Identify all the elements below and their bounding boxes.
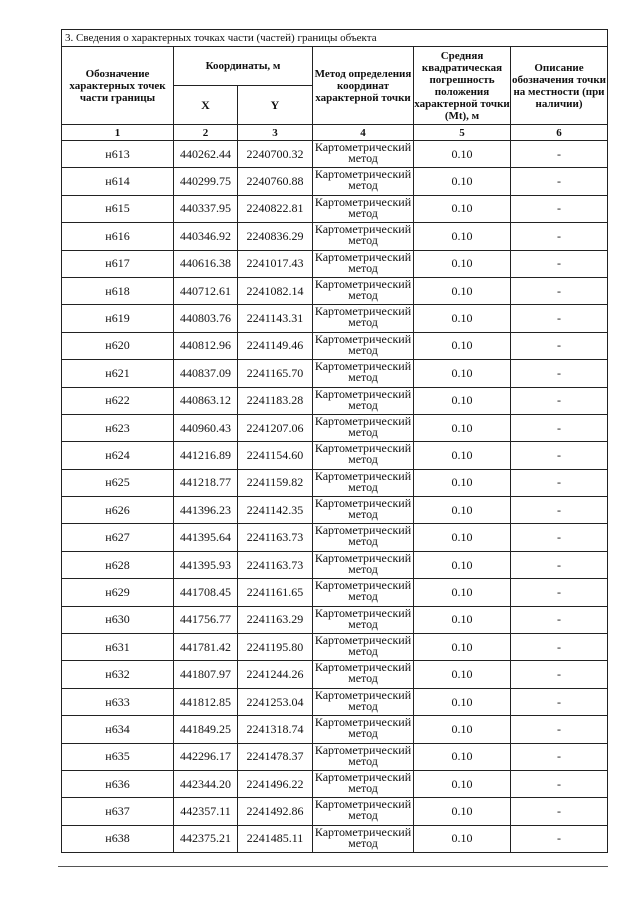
column-number: 6	[511, 125, 608, 141]
y-coordinate-cell: 2241163.29	[238, 606, 313, 633]
point-id-cell: н631	[62, 634, 174, 661]
y-coordinate-cell: 2240836.29	[238, 223, 313, 250]
error-cell: 0.10	[414, 661, 511, 688]
x-coordinate-cell: 441395.64	[174, 524, 238, 551]
document-sheet	[61, 29, 607, 853]
method-cell: Картометрический метод	[313, 743, 414, 770]
error-cell: 0.10	[414, 497, 511, 524]
description-cell: -	[511, 414, 608, 441]
point-id-cell: н635	[62, 743, 174, 770]
table-row	[62, 716, 608, 743]
point-id-cell: н622	[62, 387, 174, 414]
point-id-cell: н621	[62, 360, 174, 387]
error-cell: 0.10	[414, 770, 511, 797]
point-id-cell: н636	[62, 770, 174, 797]
table-row	[62, 414, 608, 441]
y-coordinate-cell: 2241318.74	[238, 716, 313, 743]
method-cell: Картометрический метод	[313, 414, 414, 441]
x-coordinate-cell: 440960.43	[174, 414, 238, 441]
x-coordinate-cell: 441849.25	[174, 716, 238, 743]
y-coordinate-cell: 2241163.73	[238, 524, 313, 551]
table-row	[62, 606, 608, 633]
y-coordinate-cell: 2241149.46	[238, 332, 313, 359]
y-coordinate-cell: 2241161.65	[238, 579, 313, 606]
description-cell: -	[511, 332, 608, 359]
description-cell: -	[511, 634, 608, 661]
y-coordinate-cell: 2241183.28	[238, 387, 313, 414]
description-cell: -	[511, 360, 608, 387]
table-row	[62, 551, 608, 578]
point-id-cell: н625	[62, 469, 174, 496]
point-id-cell: н627	[62, 524, 174, 551]
y-coordinate-cell: 2241492.86	[238, 798, 313, 825]
error-cell: 0.10	[414, 305, 511, 332]
y-coordinate-cell: 2241478.37	[238, 743, 313, 770]
method-cell: Картометрический метод	[313, 168, 414, 195]
error-cell: 0.10	[414, 551, 511, 578]
error-cell: 0.10	[414, 277, 511, 304]
method-cell: Картометрический метод	[313, 305, 414, 332]
method-cell: Картометрический метод	[313, 360, 414, 387]
y-coordinate-cell: 2240760.88	[238, 168, 313, 195]
description-cell: -	[511, 223, 608, 250]
error-cell: 0.10	[414, 387, 511, 414]
header-y: Y	[238, 86, 313, 125]
section-title: 3. Сведения о характерных точках части (частей) границы объекта	[62, 30, 608, 47]
table-row	[62, 223, 608, 250]
table-row	[62, 360, 608, 387]
method-cell: Картометрический метод	[313, 442, 414, 469]
method-cell: Картометрический метод	[313, 798, 414, 825]
x-coordinate-cell: 440863.12	[174, 387, 238, 414]
x-coordinate-cell: 440712.61	[174, 277, 238, 304]
method-cell: Картометрический метод	[313, 551, 414, 578]
error-cell: 0.10	[414, 716, 511, 743]
y-coordinate-cell: 2241485.11	[238, 825, 313, 852]
column-number: 3	[238, 125, 313, 141]
x-coordinate-cell: 441218.77	[174, 469, 238, 496]
description-cell: -	[511, 497, 608, 524]
point-id-cell: н623	[62, 414, 174, 441]
method-cell: Картометрический метод	[313, 497, 414, 524]
error-cell: 0.10	[414, 141, 511, 168]
header-designation: Обозначение характерных точек части границы	[62, 47, 174, 125]
point-id-cell: н638	[62, 825, 174, 852]
error-cell: 0.10	[414, 442, 511, 469]
error-cell: 0.10	[414, 798, 511, 825]
table-row	[62, 743, 608, 770]
description-cell: -	[511, 141, 608, 168]
x-coordinate-cell: 441395.93	[174, 551, 238, 578]
description-cell: -	[511, 716, 608, 743]
column-number: 4	[313, 125, 414, 141]
description-cell: -	[511, 524, 608, 551]
method-cell: Картометрический метод	[313, 661, 414, 688]
description-cell: -	[511, 168, 608, 195]
point-id-cell: н626	[62, 497, 174, 524]
x-coordinate-cell: 440812.96	[174, 332, 238, 359]
x-coordinate-cell: 440262.44	[174, 141, 238, 168]
error-cell: 0.10	[414, 168, 511, 195]
column-number: 2	[174, 125, 238, 141]
error-cell: 0.10	[414, 414, 511, 441]
table-row	[62, 168, 608, 195]
description-cell: -	[511, 798, 608, 825]
x-coordinate-cell: 440803.76	[174, 305, 238, 332]
table-row	[62, 688, 608, 715]
column-number: 5	[414, 125, 511, 141]
y-coordinate-cell: 2241082.14	[238, 277, 313, 304]
table-row	[62, 770, 608, 797]
header-error: Средняя квадратическая погрешность положения характерной точки (Mt), м	[414, 47, 511, 125]
method-cell: Картометрический метод	[313, 250, 414, 277]
header-description: Описание обозначения точки на местности (при наличии)	[511, 47, 608, 125]
description-cell: -	[511, 277, 608, 304]
description-cell: -	[511, 606, 608, 633]
table-row	[62, 277, 608, 304]
y-coordinate-cell: 2241165.70	[238, 360, 313, 387]
error-cell: 0.10	[414, 524, 511, 551]
description-cell: -	[511, 250, 608, 277]
boundary-points-table	[61, 29, 608, 853]
point-id-cell: н615	[62, 195, 174, 222]
method-cell: Картометрический метод	[313, 223, 414, 250]
method-cell: Картометрический метод	[313, 387, 414, 414]
method-cell: Картометрический метод	[313, 716, 414, 743]
x-coordinate-cell: 441781.42	[174, 634, 238, 661]
x-coordinate-cell: 442296.17	[174, 743, 238, 770]
method-cell: Картометрический метод	[313, 606, 414, 633]
error-cell: 0.10	[414, 825, 511, 852]
description-cell: -	[511, 551, 608, 578]
method-cell: Картометрический метод	[313, 825, 414, 852]
point-id-cell: н637	[62, 798, 174, 825]
x-coordinate-cell: 441396.23	[174, 497, 238, 524]
table-row	[62, 195, 608, 222]
point-id-cell: н633	[62, 688, 174, 715]
description-cell: -	[511, 442, 608, 469]
description-cell: -	[511, 579, 608, 606]
x-coordinate-cell: 442344.20	[174, 770, 238, 797]
error-cell: 0.10	[414, 360, 511, 387]
error-cell: 0.10	[414, 332, 511, 359]
x-coordinate-cell: 442375.21	[174, 825, 238, 852]
table-row	[62, 387, 608, 414]
table-row	[62, 634, 608, 661]
x-coordinate-cell: 440337.95	[174, 195, 238, 222]
header-method: Метод определения координат характерной точки	[313, 47, 414, 125]
table-row	[62, 469, 608, 496]
point-id-cell: н620	[62, 332, 174, 359]
method-cell: Картометрический метод	[313, 634, 414, 661]
error-cell: 0.10	[414, 195, 511, 222]
y-coordinate-cell: 2241253.04	[238, 688, 313, 715]
point-id-cell: н632	[62, 661, 174, 688]
description-cell: -	[511, 770, 608, 797]
x-coordinate-cell: 440346.92	[174, 223, 238, 250]
method-cell: Картометрический метод	[313, 332, 414, 359]
y-coordinate-cell: 2241142.35	[238, 497, 313, 524]
table-row	[62, 825, 608, 852]
header-x: X	[174, 86, 238, 125]
point-id-cell: н613	[62, 141, 174, 168]
method-cell: Картометрический метод	[313, 277, 414, 304]
table-row	[62, 250, 608, 277]
x-coordinate-cell: 440299.75	[174, 168, 238, 195]
y-coordinate-cell: 2241159.82	[238, 469, 313, 496]
description-cell: -	[511, 195, 608, 222]
description-cell: -	[511, 387, 608, 414]
method-cell: Картометрический метод	[313, 770, 414, 797]
error-cell: 0.10	[414, 223, 511, 250]
table-row	[62, 798, 608, 825]
y-coordinate-cell: 2241163.73	[238, 551, 313, 578]
page-bottom-rule	[58, 866, 608, 867]
method-cell: Картометрический метод	[313, 688, 414, 715]
method-cell: Картометрический метод	[313, 579, 414, 606]
x-coordinate-cell: 440616.38	[174, 250, 238, 277]
x-coordinate-cell: 441216.89	[174, 442, 238, 469]
description-cell: -	[511, 743, 608, 770]
table-row	[62, 141, 608, 168]
error-cell: 0.10	[414, 606, 511, 633]
table-row	[62, 442, 608, 469]
y-coordinate-cell: 2241207.06	[238, 414, 313, 441]
x-coordinate-cell: 440837.09	[174, 360, 238, 387]
point-id-cell: н628	[62, 551, 174, 578]
column-number: 1	[62, 125, 174, 141]
x-coordinate-cell: 441807.97	[174, 661, 238, 688]
point-id-cell: н619	[62, 305, 174, 332]
method-cell: Картометрический метод	[313, 469, 414, 496]
point-id-cell: н624	[62, 442, 174, 469]
y-coordinate-cell: 2241017.43	[238, 250, 313, 277]
description-cell: -	[511, 469, 608, 496]
header-coordinates: Координаты, м	[174, 47, 313, 86]
point-id-cell: н617	[62, 250, 174, 277]
x-coordinate-cell: 441756.77	[174, 606, 238, 633]
x-coordinate-cell: 442357.11	[174, 798, 238, 825]
table-row	[62, 497, 608, 524]
x-coordinate-cell: 441812.85	[174, 688, 238, 715]
method-cell: Картометрический метод	[313, 141, 414, 168]
description-cell: -	[511, 305, 608, 332]
error-cell: 0.10	[414, 469, 511, 496]
y-coordinate-cell: 2241244.26	[238, 661, 313, 688]
method-cell: Картометрический метод	[313, 524, 414, 551]
y-coordinate-cell: 2240822.81	[238, 195, 313, 222]
description-cell: -	[511, 661, 608, 688]
point-id-cell: н618	[62, 277, 174, 304]
y-coordinate-cell: 2241195.80	[238, 634, 313, 661]
error-cell: 0.10	[414, 579, 511, 606]
error-cell: 0.10	[414, 743, 511, 770]
error-cell: 0.10	[414, 634, 511, 661]
table-row	[62, 661, 608, 688]
method-cell: Картометрический метод	[313, 195, 414, 222]
error-cell: 0.10	[414, 250, 511, 277]
y-coordinate-cell: 2241143.31	[238, 305, 313, 332]
point-id-cell: н634	[62, 716, 174, 743]
description-cell: -	[511, 825, 608, 852]
y-coordinate-cell: 2241154.60	[238, 442, 313, 469]
table-row	[62, 524, 608, 551]
table-row	[62, 332, 608, 359]
y-coordinate-cell: 2241496.22	[238, 770, 313, 797]
point-id-cell: н614	[62, 168, 174, 195]
point-id-cell: н616	[62, 223, 174, 250]
y-coordinate-cell: 2240700.32	[238, 141, 313, 168]
point-id-cell: н630	[62, 606, 174, 633]
description-cell: -	[511, 688, 608, 715]
x-coordinate-cell: 441708.45	[174, 579, 238, 606]
table-row	[62, 579, 608, 606]
table-row	[62, 305, 608, 332]
point-id-cell: н629	[62, 579, 174, 606]
error-cell: 0.10	[414, 688, 511, 715]
